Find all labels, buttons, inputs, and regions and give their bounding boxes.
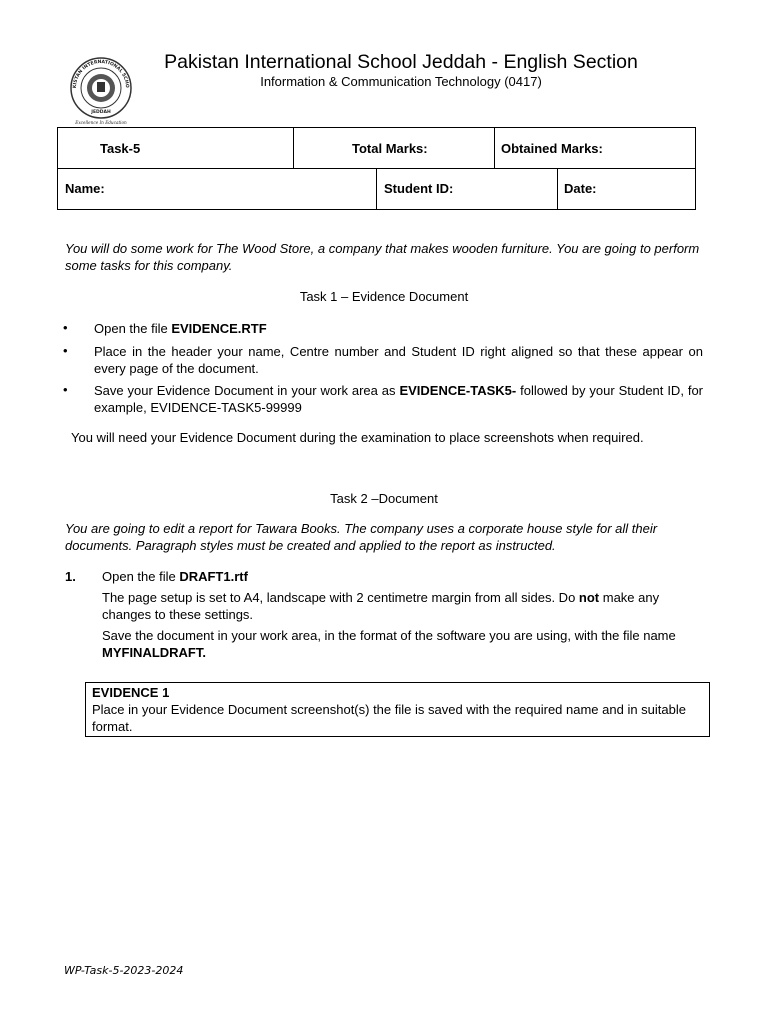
date-label: Date: bbox=[564, 181, 597, 196]
evidence-text: Place in your Evidence Document screenshot(s) the file is saved with the required name and in suitable format. bbox=[92, 702, 686, 734]
filename-evidence-task5: EVIDENCE-TASK5- bbox=[399, 383, 517, 398]
bullet-text: Save your Evidence Document in your work area as bbox=[94, 383, 400, 398]
task1-note: You will need your Evidence Document during the examination to place screenshots when required. bbox=[71, 430, 644, 445]
save-text: Save the document in your work area, in the format of the software you are using, with the file name bbox=[102, 628, 676, 643]
setup-text: The page setup is set to A4, landscape with 2 centimetre margin from all sides. Do bbox=[102, 590, 579, 605]
name-cell bbox=[58, 168, 377, 209]
evidence-box bbox=[85, 682, 710, 737]
bullet-dot: • bbox=[63, 382, 68, 397]
bullet-text: Open the file bbox=[94, 321, 172, 336]
filename-draft: DRAFT1.rtf bbox=[179, 569, 248, 584]
footer-code: WP-Task-5-2023-2024 bbox=[64, 964, 184, 977]
filename-evidence: EVIDENCE.RTF bbox=[171, 321, 267, 336]
info-table bbox=[57, 127, 696, 210]
task-label: Task-5 bbox=[100, 141, 141, 156]
student-id-cell bbox=[377, 168, 558, 209]
svg-text:Excellence In Education: Excellence In Education bbox=[75, 120, 127, 125]
save-paragraph bbox=[102, 627, 702, 661]
setup-text: make any changes to these settings. bbox=[102, 590, 660, 622]
task1-bullet-3 bbox=[94, 382, 703, 416]
name-label: Name: bbox=[65, 181, 105, 196]
total-marks-cell bbox=[294, 128, 495, 168]
obtained-marks-label: Obtained Marks: bbox=[501, 141, 603, 156]
task1-bullet-2: Place in the header your name, Centre number and Student ID right aligned so that these appear on every page of the document. bbox=[94, 344, 703, 376]
bullet-text: followed by your Student ID, for example, EVIDENCE-TASK5-99999 bbox=[94, 383, 704, 415]
step-text: Open the file bbox=[102, 569, 180, 584]
info-row-student bbox=[58, 168, 695, 209]
total-marks-label: Total Marks: bbox=[352, 141, 428, 156]
school-title: Pakistan International School Jeddah - English Section bbox=[164, 51, 638, 73]
intro-paragraph: You will do some work for The Wood Store, a company that makes wooden furniture. You are going to perform some tasks for this company. bbox=[65, 241, 700, 273]
obtained-marks-cell bbox=[495, 128, 695, 168]
date-cell bbox=[558, 168, 695, 209]
school-logo bbox=[65, 54, 137, 126]
filename-myfinaldraft: MYFINALDRAFT. bbox=[102, 645, 206, 660]
step-open-file bbox=[102, 568, 702, 585]
task-cell bbox=[58, 128, 294, 168]
page-setup-paragraph bbox=[102, 589, 702, 623]
task1-heading: Task 1 – Evidence Document bbox=[299, 289, 469, 304]
student-id-label: Student ID: bbox=[384, 181, 454, 196]
task1-bullet-1 bbox=[94, 320, 703, 337]
task2-heading: Task 2 –Document bbox=[330, 491, 438, 506]
svg-text:PAKISTAN INTERNATIONAL SCHOOL: KISTAN INTERNATIONAL SCHO bbox=[72, 59, 130, 89]
bullet-dot: • bbox=[63, 343, 68, 358]
bullet-dot: • bbox=[63, 320, 68, 335]
subject-title: Information & Communication Technology (0417) bbox=[260, 74, 542, 89]
svg-text:JEDDAH: JEDDAH bbox=[91, 110, 111, 115]
task2-intro: You are going to edit a report for Tawara Books. The company uses a corporate house style for all their documents. Paragraph styles must be created and applied to the report as instructed. bbox=[65, 521, 658, 553]
step-number: 1. bbox=[65, 569, 76, 584]
evidence-title: EVIDENCE 1 bbox=[92, 685, 170, 700]
info-row-task bbox=[58, 128, 695, 169]
emphasis-not: not bbox=[578, 590, 600, 605]
